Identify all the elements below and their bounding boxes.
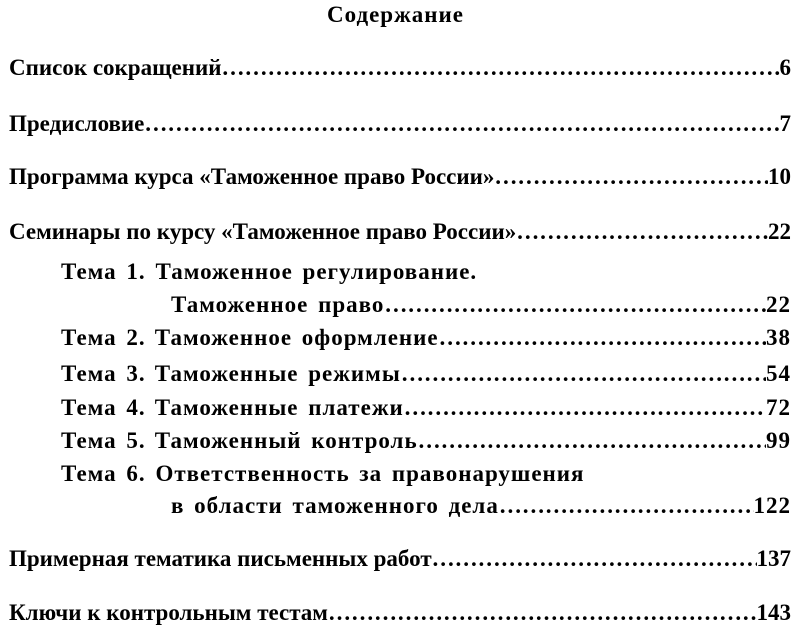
toc-entry-label: Список сокращений [9,55,222,80]
toc-entry-preface[interactable] [9,111,791,137]
leader-dots [328,600,757,626]
leader-dots [439,325,766,351]
toc-entry-abbreviations[interactable] [9,55,791,81]
topic-number: Тема 6. [61,461,146,486]
leader-dots [418,428,766,454]
toc-entry-page: 7 [779,111,791,136]
toc-topic-1-line1[interactable] [61,259,477,285]
toc-entry-label: Примерная тематика письменных работ [9,546,432,571]
toc-title: Содержание [327,2,464,27]
toc-entry-page: 143 [756,600,791,625]
toc-topic-3[interactable] [61,361,791,387]
leader-dots [432,546,757,572]
toc-topic-4[interactable] [61,395,791,421]
topic-number: Тема 1. [61,259,146,284]
toc-entry-course-program[interactable] [9,164,791,190]
topic-number: Тема 3. [61,361,146,386]
toc-entry-label: Программа курса «Таможенное право России» [9,164,495,189]
toc-entry-label: Предисловие [9,111,145,136]
toc-topic-6[interactable] [171,493,791,519]
topic-number: Тема 4. [61,395,146,420]
leader-dots [144,111,779,137]
toc-entry-page: 137 [756,546,791,571]
toc-entry-page: 22 [766,292,791,317]
toc-entry-seminars[interactable] [9,219,791,245]
leader-dots [404,395,766,421]
toc-entry-page: 99 [766,428,791,453]
toc-entry-page: 6 [779,55,791,80]
toc-topic-6-line1[interactable] [61,461,585,487]
toc-topic-2[interactable] [61,325,791,351]
leader-dots [221,55,779,81]
leader-dots [516,219,768,245]
leader-dots [494,164,768,190]
topic-title: Таможенные платежи [154,395,404,420]
toc-entry-page: 10 [768,164,791,189]
topic-title: Таможенное оформление [154,325,439,350]
topic-title: Таможенные режимы [154,361,401,386]
topic-title-cont: Таможенное право [171,292,385,317]
toc-topic-5[interactable] [61,428,791,454]
leader-dots [499,493,754,519]
toc-entry-page: 22 [768,219,791,244]
topic-title-cont: в области таможенного дела [171,493,499,518]
topic-number: Тема 2. [61,325,146,350]
leader-dots [384,292,766,318]
toc-entry-page: 122 [753,493,791,518]
leader-dots [401,361,766,387]
toc-entry-label: Семинары по курсу «Таможенное право России» [9,219,517,244]
topic-title: Таможенный контроль [154,428,418,453]
toc-entry-page: 72 [766,395,791,420]
toc-entry-test-keys[interactable] [9,600,791,626]
topic-number: Тема 5. [61,428,146,453]
toc-entry-written-works[interactable] [9,546,791,572]
toc-topic-1[interactable] [171,292,791,318]
toc-entry-label: Ключи к контрольным тестам [9,600,328,625]
topic-title: Ответственность за правонарушения [155,461,585,486]
topic-title: Таможенное регулирование. [155,259,478,284]
toc-entry-page: 54 [766,361,791,386]
toc-entry-page: 38 [766,325,791,350]
